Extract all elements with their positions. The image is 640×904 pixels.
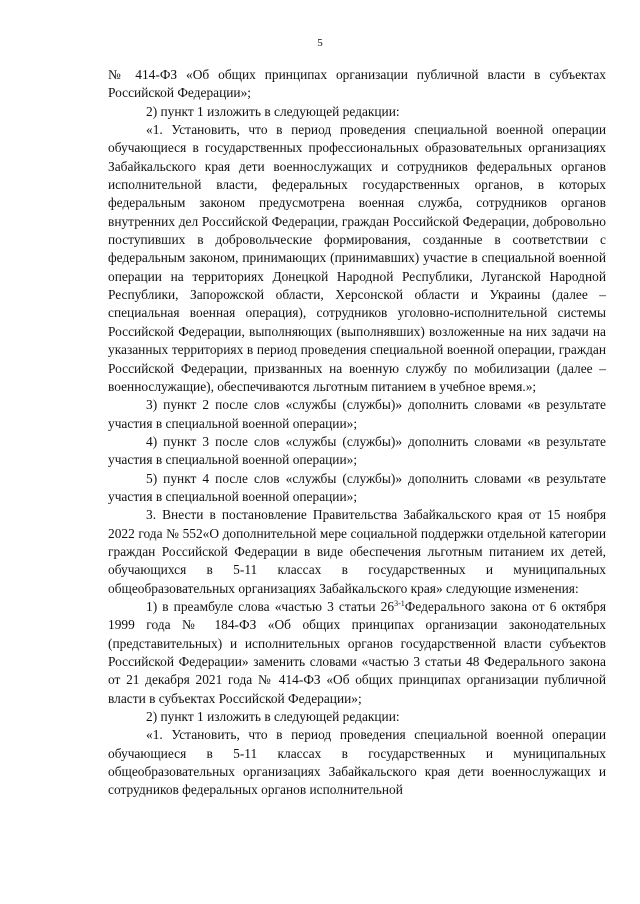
- paragraph-continuation: № 414-ФЗ «Об общих принципах организации публичной власти в субъектах Российской Федерации»;: [108, 67, 606, 101]
- paragraph-quoted-point-1: «1. Установить, что в период проведения специальной военной операции обучающиеся в государственных профессиональных образовательных организациях Забайкальского края дети военнослужащих и сотрудников федеральных органов исполнительной власти, федеральных государственных органов, в которых федеральным законом предусмотрена военная служба, сотрудников органов внутренних дел Российской Федерации, граждан Российской Федерации, добровольно поступивших в добровольческие формирования, созданные в соответствии с федеральным законом, принимающих (принимавших) участие в специальной военной операции на территориях Донецкой Народной Республики, Луганской Народной Республики, Запорожской области, Херсонской области и Украины (далее – специальная военная операция), сотрудников уголовно-исполнительной системы Российской Федерации, выполняющих (выполнявших) возложенные на них задачи на указанных территориях в период проведения специальной военной операции, граждан Российской Федерации, призванных на военную службу по мобилизации (далее – военнослужащие), обеспечиваются льготным питанием в учебное время.»;: [108, 122, 606, 394]
- paragraph-item-3: 3) пункт 2 после слов «службы (службы)» дополнить словами «в результате участия в специальной военной операции»;: [108, 397, 606, 431]
- paragraph-item-5: 5) пункт 4 после слов «службы (службы)» дополнить словами «в результате участия в специальной военной операции»;: [108, 470, 606, 504]
- paragraph-section-3: 3. Внести в постановление Правительства Забайкальского края от 15 ноября 2022 года № 552«О дополнительной мере социальной поддержки отдельной категории граждан Российской Федерации в виде обеспечения льготным питанием их детей, обучающихся в 5-11 классах в государственных и муниципальных общеобразовательных организациях Забайкальского края» следующие изменения:: [108, 507, 606, 596]
- page-number: 5: [317, 37, 323, 49]
- preamble-text-end: Федерального закона от 6 октября 1999 года № 184-ФЗ «Об общих принципах организации законодательных (представительных) и исполнительных органов государственной власти субъектов Российской Федерации» заменить словами «частью 3 статьи 48 Федерального закона от 21 декабря 2021 года № 414-ФЗ «Об общих принципах организации публичной власти в субъектах Российской Федерации»;: [108, 598, 606, 706]
- preamble-superscript: 3-1: [394, 598, 405, 608]
- paragraph-item-2-second: 2) пункт 1 изложить в следующей редакции:: [146, 709, 400, 725]
- paragraph-item-4: 4) пункт 3 после слов «службы (службы)» дополнить словами «в результате участия в специальной военной операции»;: [108, 433, 606, 468]
- paragraph-quoted-point-1-second: «1. Установить, что в период проведения специальной военной операции обучающиеся в 5-11 классах в государственных и муниципальных общеобразовательных организациях Забайкальского края дети военнослужащих и сотрудников федеральных органов исполнительной: [108, 727, 606, 798]
- paragraph-item-2: 2) пункт 1 изложить в следующей редакции:: [146, 103, 400, 119]
- paragraph-preamble-change: [108, 598, 606, 708]
- document-body: [108, 66, 606, 800]
- preamble-text-start: 1) в преамбуле слова «частью 3 статьи 26: [146, 598, 395, 614]
